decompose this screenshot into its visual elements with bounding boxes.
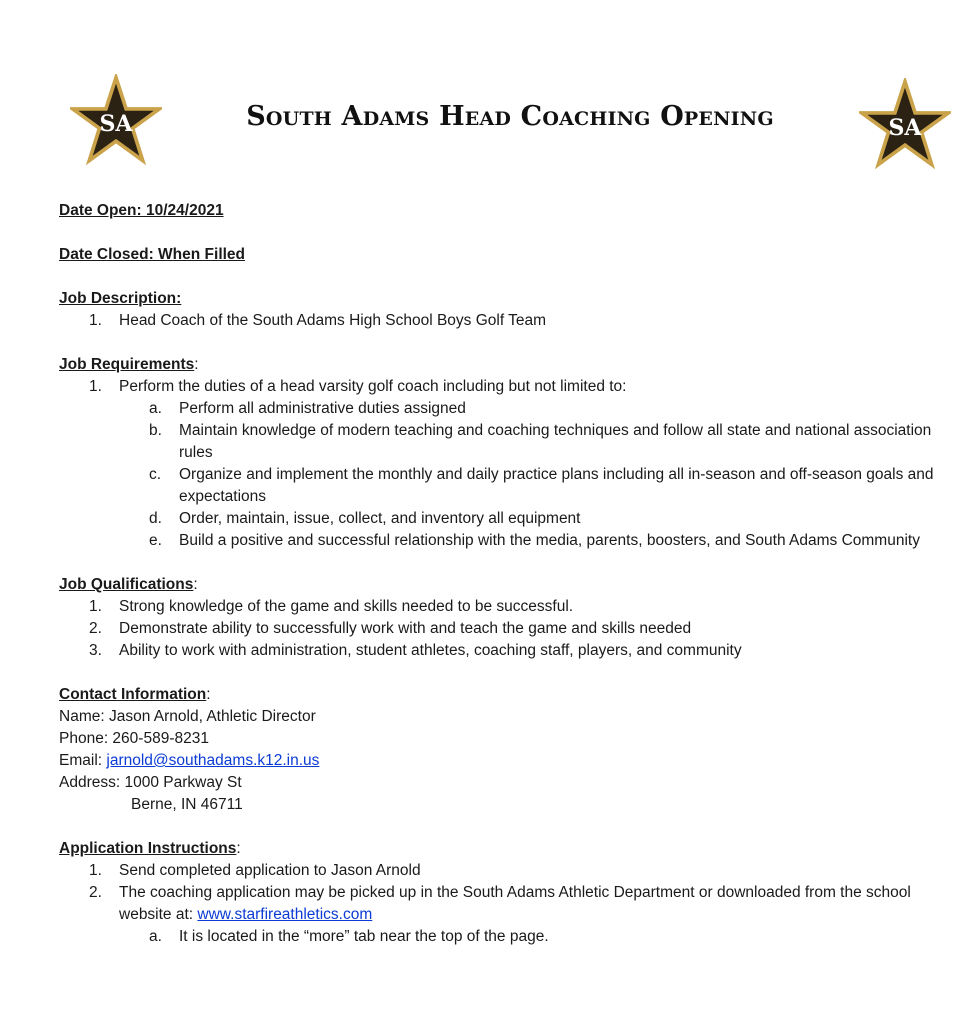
job-qualifications-heading: Job Qualifications [59, 576, 194, 593]
requirement-item: Perform the duties of a head varsity golf coach including but not limited to: [119, 378, 627, 395]
job-description-item: Head Coach of the South Adams High School Boys Golf Team [119, 312, 547, 329]
list-subitem: d. Order, maintain, issue, collect, and inventory all equipment [149, 510, 581, 527]
list-subitem: e. Build a positive and successful relationship with the media, parents, boosters, and South Adams Community [149, 532, 920, 549]
logo-left-text: SA [99, 111, 133, 138]
document-body: Date Open: 10/24/2021 Date Closed: When Filled Job Description: 1. Head Coach of the South Adams High School Boys Golf Team Job Requirements: 1. Perform the duties of a head varsity golf coach including but not limited to: a. Perform all administrative duties assigned b. Maintain knowledge of modern teaching and coaching techniques and follow all state and national association rules c. Organize and implement the monthly and daily practice plans including all in-season and off-season goals and expectations d. Order, maintain, issue, collect, and inventory all equipment e. Build a positive and successful relationship with the media, parents, boosters, and South Adams Community Job Qualifications: 1. Strong knowledge of the game and skills needed to be successful. 2. Demonstrate ability to successfully work with and teach the game and skills needed 3. Ability to work with administration, student athletes, coaching staff, players, and community Contact Information: Name: Jason Arnold, Athletic Director Phone: 260-589-8231 Email: jarnold@southadams.k12.in.us Address: 1000 Parkway St Berne, IN 46711 Application Instructions: 1. Send completed application to Jason Arnold 2. The coaching application may be picked up in the South Adams Athletic Department or downloaded from the school website at: www.starfireathletics.com a. It is located in the “more” tab near the top of the page. [59, 200, 939, 948]
contact-heading: Contact Information [59, 686, 207, 703]
date-open: Date Open: 10/24/2021 [59, 202, 224, 219]
website-link[interactable]: www.starfireathletics.com [197, 906, 373, 923]
job-description-heading: Job Description: [59, 290, 182, 307]
list-subitem: a. It is located in the “more” tab near the top of the page. [149, 928, 549, 945]
date-closed: Date Closed: When Filled [59, 246, 246, 263]
list-item: 2. Demonstrate ability to successfully work with and teach the game and skills needed [89, 620, 692, 637]
logo-right-text: SA [888, 115, 922, 142]
contact-address-line2: Berne, IN 46711 [131, 796, 243, 813]
contact-name: Name: Jason Arnold, Athletic Director [59, 708, 316, 725]
contact-phone: Phone: 260-589-8231 [59, 730, 209, 747]
list-subitem: c. Organize and implement the monthly and daily practice plans including all in-season and off-season goals and expectations [149, 466, 934, 505]
list-subitem: a. Perform all administrative duties assigned [149, 400, 466, 417]
list-item: 3. Ability to work with administration, student athletes, coaching staff, players, and community [89, 642, 742, 659]
list-item: 1. Head Coach of the South Adams High School Boys Golf Team [59, 310, 939, 332]
list-item: 2. The coaching application may be picked up in the South Adams Athletic Department or downloaded from the school website at: www.starfireathletics.com [89, 884, 911, 923]
page-title: South Adams Head Coaching Opening [246, 101, 774, 132]
list-item: 1. Send completed application to Jason Arnold [89, 862, 421, 879]
job-requirements-heading: Job Requirements [59, 356, 195, 373]
email-link[interactable]: jarnold@southadams.k12.in.us [106, 752, 320, 769]
contact-email-row: Email: jarnold@southadams.k12.in.us [59, 752, 320, 769]
contact-address-row: Address: 1000 Parkway St [59, 774, 242, 791]
list-item: 1. Perform the duties of a head varsity golf coach including but not limited to: [59, 376, 939, 398]
list-subitem: b. Maintain knowledge of modern teaching and coaching techniques and follow all state and national association rules [149, 422, 932, 461]
list-item: 1. Strong knowledge of the game and skills needed to be successful. [89, 598, 574, 615]
application-heading: Application Instructions [59, 840, 237, 857]
